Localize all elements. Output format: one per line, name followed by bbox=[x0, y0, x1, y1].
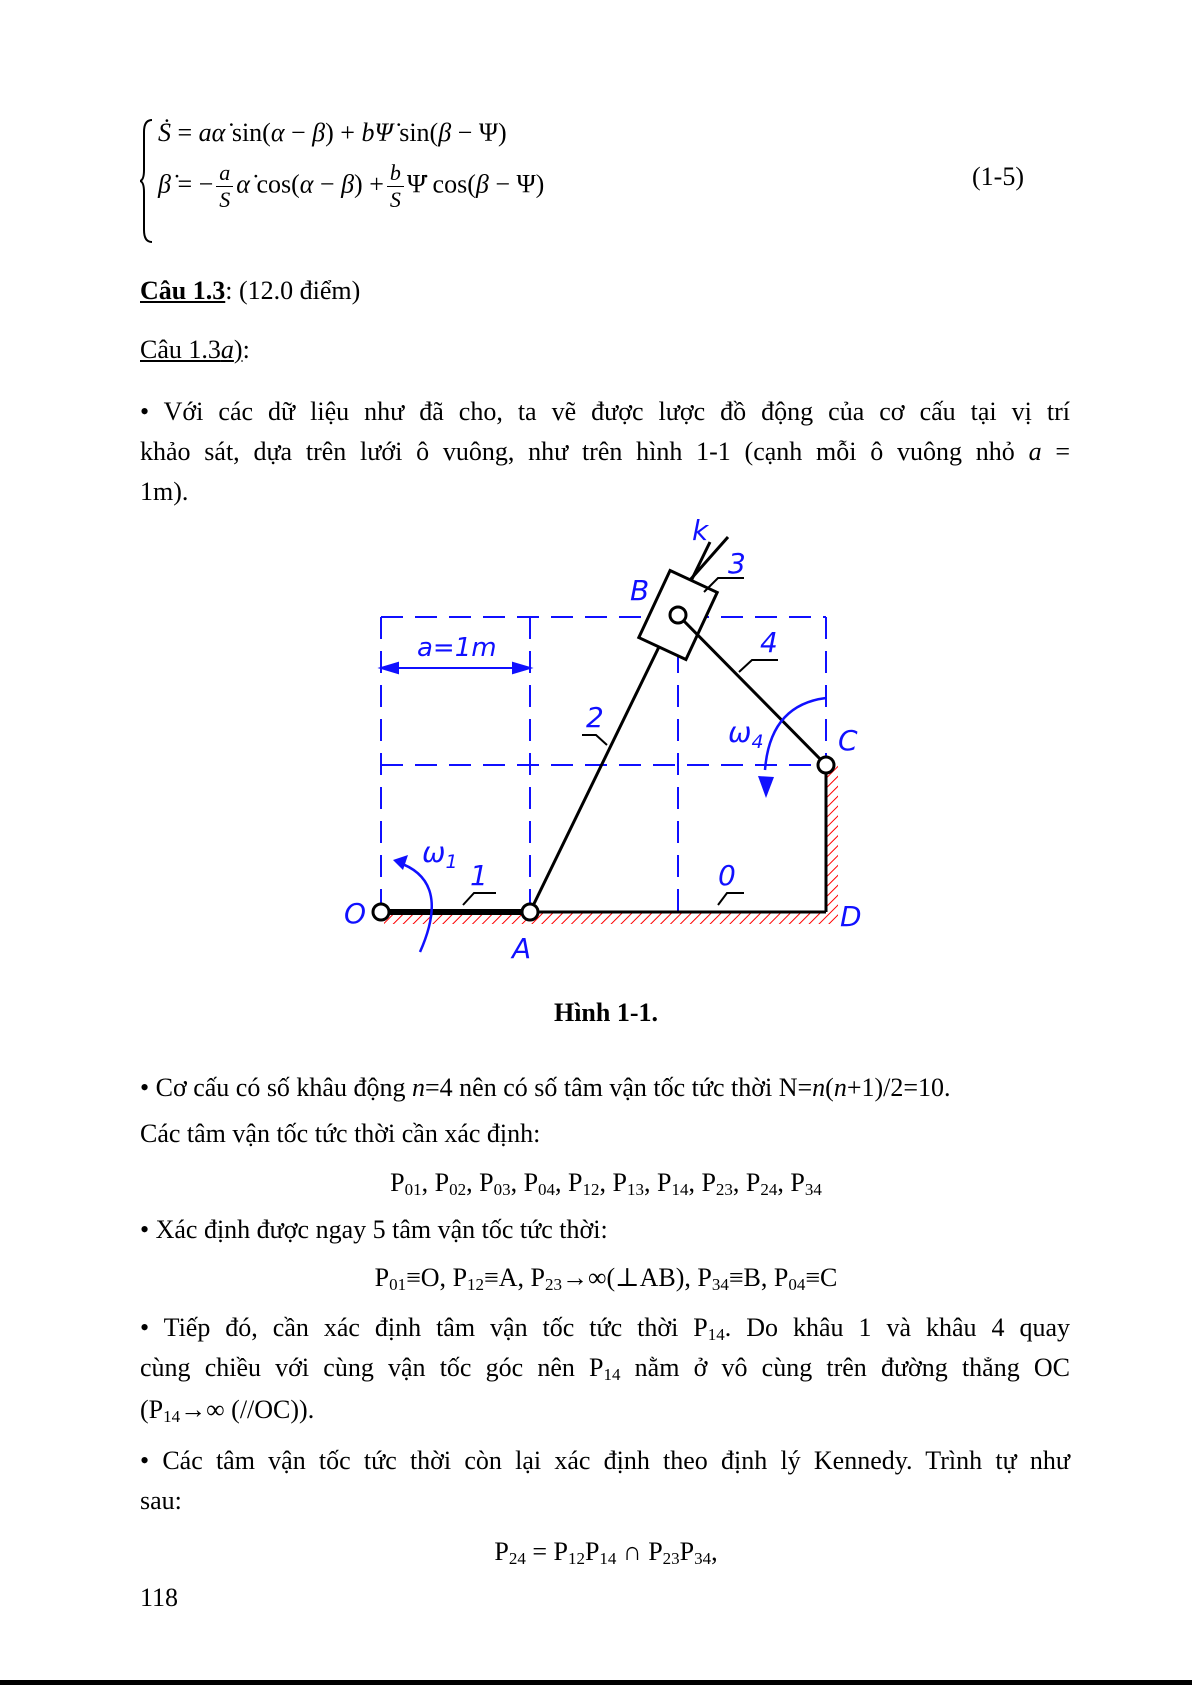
label-a1m: a=1m bbox=[417, 633, 497, 663]
label-k: k bbox=[692, 514, 709, 547]
joint-B bbox=[670, 607, 686, 623]
label-omega1: $\omega_1$ bbox=[422, 836, 458, 873]
equation-number: (1-5) bbox=[972, 162, 1024, 191]
question-heading bbox=[140, 271, 360, 311]
label-omega4: $\omega_4$ bbox=[728, 716, 764, 753]
figure-caption: Hình 1-1. bbox=[553, 998, 659, 1027]
joint-A bbox=[522, 904, 538, 920]
question-title: Câu 1.3 bbox=[140, 276, 226, 305]
label-A: A bbox=[512, 932, 532, 965]
equation-line-2: β̇ = − $\frac{a}{S}$ α̇ cos(α − β) + $\frac{b}{S}$ Ψ̇ cos(β − Ψ) bbox=[158, 160, 545, 212]
para3: • Xác định được ngay 5 tâm vận tốc tức thời: bbox=[140, 1215, 608, 1244]
label-2: 2 bbox=[586, 701, 604, 734]
label-3: 3 bbox=[728, 547, 746, 580]
para2-line1: • Cơ cấu có số khâu động n=4 nên có số tâm vận tốc tức thời N=n(n+1)/2=10. bbox=[140, 1073, 951, 1102]
bottom-rule bbox=[0, 1680, 1192, 1685]
label-B: B bbox=[630, 574, 650, 607]
para4-line1: • Tiếp đó, cần xác định tâm vận tốc tức thời $P_{14}$. Do khâu 1 và khâu 4 quay bbox=[140, 1313, 1071, 1344]
para4-line3: ($P_{14}\to\infty$ (//OC)). bbox=[140, 1395, 315, 1426]
joint-C bbox=[818, 757, 834, 773]
label-4: 4 bbox=[760, 626, 778, 659]
para5-line1: • Các tâm vận tốc tức thời còn lại xác định theo định lý Kennedy. Trình tự như bbox=[140, 1446, 1070, 1475]
para4-line2: cùng chiều với cùng vận tốc góc nên $P_{14}$ nằm ở vô cùng trên đường thẳng OC bbox=[140, 1353, 1070, 1384]
subquestion-colon: : bbox=[242, 335, 250, 364]
subquestion-title: Câu 1.3a) bbox=[140, 335, 243, 364]
equation-brace bbox=[140, 118, 154, 244]
para1-line2: khảo sát, dựa trên lưới ô vuông, như trên hình 1-1 (cạnh mỗi ô vuông nhỏ a = bbox=[140, 437, 1070, 466]
mechanism-diagram bbox=[330, 505, 870, 970]
label-D: D bbox=[840, 900, 862, 933]
subquestion-heading bbox=[140, 330, 250, 370]
equation-line-1: Ṡ = aα̇ sin(α − β) + bΨ̇ sin(β − Ψ) bbox=[158, 118, 507, 147]
dimension-a bbox=[381, 663, 530, 673]
joint-O bbox=[373, 904, 389, 920]
label-O: O bbox=[344, 897, 367, 930]
page-number: 118 bbox=[140, 1583, 179, 1612]
omega4-arrowhead bbox=[758, 776, 774, 798]
ground-hatch-right bbox=[826, 765, 838, 924]
omega1-arrow bbox=[397, 862, 432, 952]
para2-line2: Các tâm vận tốc tức thời cần xác định: bbox=[140, 1119, 541, 1148]
label-0: 0 bbox=[718, 859, 736, 892]
label-C: C bbox=[838, 724, 858, 757]
label-1: 1 bbox=[470, 859, 488, 892]
para5-line2: sau: bbox=[140, 1486, 182, 1515]
known-centers: $P_{01}\equiv O$, $P_{12}\equiv A$, $P_{23}\to\infty(\perp AB)$, $P_{34}\equiv B$, $P_{04}\equiv C$ bbox=[374, 1263, 838, 1294]
question-points: : (12.0 điểm) bbox=[225, 276, 361, 305]
omega1-arrowhead bbox=[393, 855, 408, 870]
para1-line1: • Với các dữ liệu như đã cho, ta vẽ được lược đồ động của cơ cấu tại vị trí bbox=[140, 397, 1070, 426]
para1-line3: 1m). bbox=[140, 477, 189, 506]
list-centers: $P_{01}$, $P_{02}$, $P_{03}$, $P_{04}$, $P_{12}$, $P_{13}$, $P_{14}$, $P_{23}$, $P_{24}$, $P_{34}$ bbox=[390, 1168, 822, 1199]
kennedy-equation: $P_{24} = P_{12}P_{14}$ ∩ $P_{23}P_{34}$, bbox=[494, 1537, 718, 1568]
